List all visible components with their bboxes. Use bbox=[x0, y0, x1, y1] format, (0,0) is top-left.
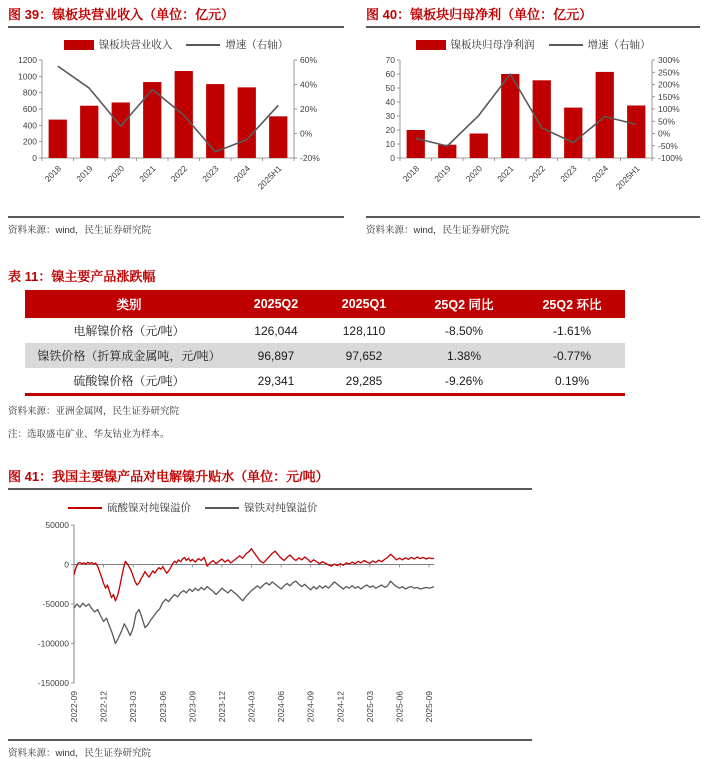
svg-text:2025H1: 2025H1 bbox=[613, 163, 642, 192]
svg-text:2023-12: 2023-12 bbox=[216, 691, 227, 723]
svg-text:-100%: -100% bbox=[658, 153, 683, 163]
column-header: 25Q2 环比 bbox=[519, 290, 625, 318]
figure39-chart bbox=[8, 54, 346, 206]
svg-text:50000: 50000 bbox=[45, 520, 69, 530]
svg-text:-150000: -150000 bbox=[37, 678, 69, 688]
table-cell: -1.61% bbox=[552, 323, 592, 338]
svg-text:2024-12: 2024-12 bbox=[335, 691, 346, 723]
legend-item-nickel-sulfate bbox=[68, 500, 191, 515]
table-cell: -0.77% bbox=[552, 348, 592, 363]
svg-text:150%: 150% bbox=[658, 91, 680, 102]
legend-label: 增速（右轴） bbox=[225, 39, 289, 51]
svg-text:2024: 2024 bbox=[589, 163, 611, 184]
svg-text:2022: 2022 bbox=[168, 163, 190, 184]
table-cell: 0.19% bbox=[554, 373, 590, 388]
svg-text:0%: 0% bbox=[658, 128, 671, 139]
svg-text:40: 40 bbox=[385, 97, 395, 107]
table-cell: 电解镍价格（元/吨） bbox=[73, 324, 185, 338]
table11-note: 注：选取盛屯矿业、华友钴业为样本。 bbox=[8, 429, 170, 440]
table11-source: 资料来源：亚洲金属网，民生证券研究院 bbox=[8, 406, 180, 417]
figure39-title: 图 39：镍板块营业收入（单位：亿元） bbox=[8, 6, 344, 28]
svg-text:200: 200 bbox=[22, 136, 37, 147]
line-legend-swatch bbox=[549, 44, 583, 46]
gray-line-legend-swatch bbox=[205, 507, 239, 509]
svg-text:1000: 1000 bbox=[18, 71, 37, 82]
figure41-body bbox=[28, 500, 704, 736]
svg-text:20%: 20% bbox=[300, 104, 318, 114]
price-change-table bbox=[25, 290, 625, 396]
svg-text:600: 600 bbox=[22, 104, 37, 114]
svg-text:2023-03: 2023-03 bbox=[128, 691, 139, 723]
svg-text:-50000: -50000 bbox=[42, 599, 69, 609]
svg-text:40%: 40% bbox=[300, 79, 318, 90]
line-legend-swatch bbox=[186, 44, 220, 46]
svg-text:10: 10 bbox=[385, 139, 395, 149]
svg-text:2020: 2020 bbox=[463, 163, 485, 184]
svg-text:2022-09: 2022-09 bbox=[69, 691, 79, 723]
svg-text:400: 400 bbox=[22, 120, 37, 131]
figure39-legend bbox=[8, 37, 344, 52]
svg-text:300%: 300% bbox=[658, 55, 680, 65]
svg-text:50: 50 bbox=[385, 83, 395, 93]
table-cell: 镍铁价格（折算成金属吨，元/吨） bbox=[37, 349, 221, 363]
legend-item-growth bbox=[549, 37, 651, 52]
bar-legend-swatch bbox=[416, 40, 446, 50]
column-header: 2025Q1 bbox=[319, 290, 409, 318]
svg-text:100%: 100% bbox=[658, 104, 680, 114]
red-line-legend-swatch bbox=[68, 507, 102, 509]
table-cell: -8.50% bbox=[444, 323, 484, 338]
table11-title: 表 11：镍主要产品涨跌幅 bbox=[8, 269, 156, 284]
figure39-source: 资料来源：wind，民生证券研究院 bbox=[8, 216, 344, 236]
table-cell: 126,044 bbox=[254, 323, 298, 338]
figure40-title: 图 40：镍板块归母净利（单位：亿元） bbox=[366, 6, 700, 28]
svg-text:60: 60 bbox=[385, 69, 395, 79]
svg-text:2021: 2021 bbox=[137, 163, 158, 184]
svg-text:-50%: -50% bbox=[658, 140, 678, 151]
figure40-legend bbox=[366, 37, 700, 52]
svg-text:2019: 2019 bbox=[432, 163, 453, 184]
figure41-section bbox=[0, 468, 712, 759]
svg-text:2023-09: 2023-09 bbox=[187, 691, 198, 723]
svg-text:2018: 2018 bbox=[400, 163, 422, 184]
table11-section bbox=[0, 266, 712, 440]
svg-text:2024-09: 2024-09 bbox=[305, 691, 316, 723]
column-header: 类别 bbox=[25, 290, 233, 318]
legend-label: 镍铁对纯镍溢价 bbox=[244, 502, 318, 514]
svg-text:0: 0 bbox=[390, 153, 395, 163]
figure40-source: 资料来源：wind，民生证券研究院 bbox=[366, 216, 700, 236]
svg-text:2021: 2021 bbox=[495, 163, 516, 184]
table-row bbox=[25, 368, 625, 395]
table-cell: 1.38% bbox=[446, 348, 482, 363]
table-cell: 29,285 bbox=[345, 373, 383, 388]
svg-text:2024-03: 2024-03 bbox=[246, 691, 257, 723]
column-header: 25Q2 同比 bbox=[409, 290, 519, 318]
legend-label: 增速（右轴） bbox=[587, 39, 651, 51]
figure41-title: 图 41：我国主要镍产品对电解镍升贴水（单位：元/吨） bbox=[8, 468, 532, 490]
svg-text:-100000: -100000 bbox=[37, 638, 69, 649]
legend-item-revenue bbox=[64, 37, 173, 52]
svg-text:1200: 1200 bbox=[18, 55, 37, 65]
figure40-chart bbox=[366, 54, 704, 206]
table-cell: 96,897 bbox=[257, 348, 295, 363]
svg-text:2018: 2018 bbox=[42, 163, 64, 184]
figure41-source: 资料来源：wind，民生证券研究院 bbox=[8, 739, 532, 759]
svg-text:2023-06: 2023-06 bbox=[157, 691, 168, 723]
svg-text:2025-03: 2025-03 bbox=[364, 691, 375, 723]
legend-label: 镍板块营业收入 bbox=[98, 39, 173, 51]
figure40-panel bbox=[356, 0, 712, 236]
figure41-legend bbox=[68, 500, 704, 515]
svg-text:2023: 2023 bbox=[200, 163, 221, 184]
svg-text:2024-06: 2024-06 bbox=[276, 691, 287, 723]
svg-text:250%: 250% bbox=[658, 67, 680, 78]
table-row bbox=[25, 318, 625, 343]
figure41-chart bbox=[28, 517, 448, 731]
svg-text:60%: 60% bbox=[300, 55, 318, 65]
figure39-panel bbox=[0, 0, 356, 236]
svg-text:0: 0 bbox=[32, 153, 37, 163]
svg-text:2025H1: 2025H1 bbox=[255, 163, 284, 192]
column-header: 2025Q2 bbox=[233, 290, 319, 318]
table-cell: 硫酸镍价格（元/吨） bbox=[73, 374, 185, 388]
svg-text:20: 20 bbox=[385, 125, 395, 135]
svg-text:2022-12: 2022-12 bbox=[98, 691, 109, 723]
table-cell: -9.26% bbox=[444, 373, 484, 388]
svg-text:0%: 0% bbox=[300, 128, 313, 139]
svg-text:2025-06: 2025-06 bbox=[394, 691, 405, 723]
svg-text:50%: 50% bbox=[658, 116, 676, 127]
table-row bbox=[25, 343, 625, 368]
svg-text:2025-09: 2025-09 bbox=[424, 691, 435, 723]
svg-text:2023: 2023 bbox=[558, 163, 579, 184]
table-header-row bbox=[25, 290, 625, 318]
svg-text:2019: 2019 bbox=[74, 163, 95, 184]
svg-text:70: 70 bbox=[385, 55, 395, 65]
legend-label: 镍板块归母净利润 bbox=[450, 39, 535, 51]
svg-text:2020: 2020 bbox=[105, 163, 127, 184]
svg-text:800: 800 bbox=[22, 87, 37, 98]
svg-text:-20%: -20% bbox=[300, 153, 320, 163]
bar-legend-swatch bbox=[64, 40, 94, 50]
table-cell: 29,341 bbox=[257, 373, 295, 388]
legend-item-nickel-iron bbox=[205, 500, 318, 515]
svg-text:200%: 200% bbox=[658, 79, 680, 90]
svg-text:2024: 2024 bbox=[231, 163, 253, 184]
table-cell: 97,652 bbox=[345, 348, 383, 363]
legend-item-profit bbox=[416, 37, 535, 52]
svg-text:0: 0 bbox=[64, 559, 69, 570]
legend-item-growth bbox=[186, 37, 288, 52]
svg-text:2022: 2022 bbox=[526, 163, 548, 184]
svg-text:30: 30 bbox=[385, 111, 395, 121]
legend-label: 硫酸镍对纯镍溢价 bbox=[107, 502, 191, 514]
table-cell: 128,110 bbox=[342, 323, 386, 338]
top-charts-row bbox=[0, 0, 712, 236]
